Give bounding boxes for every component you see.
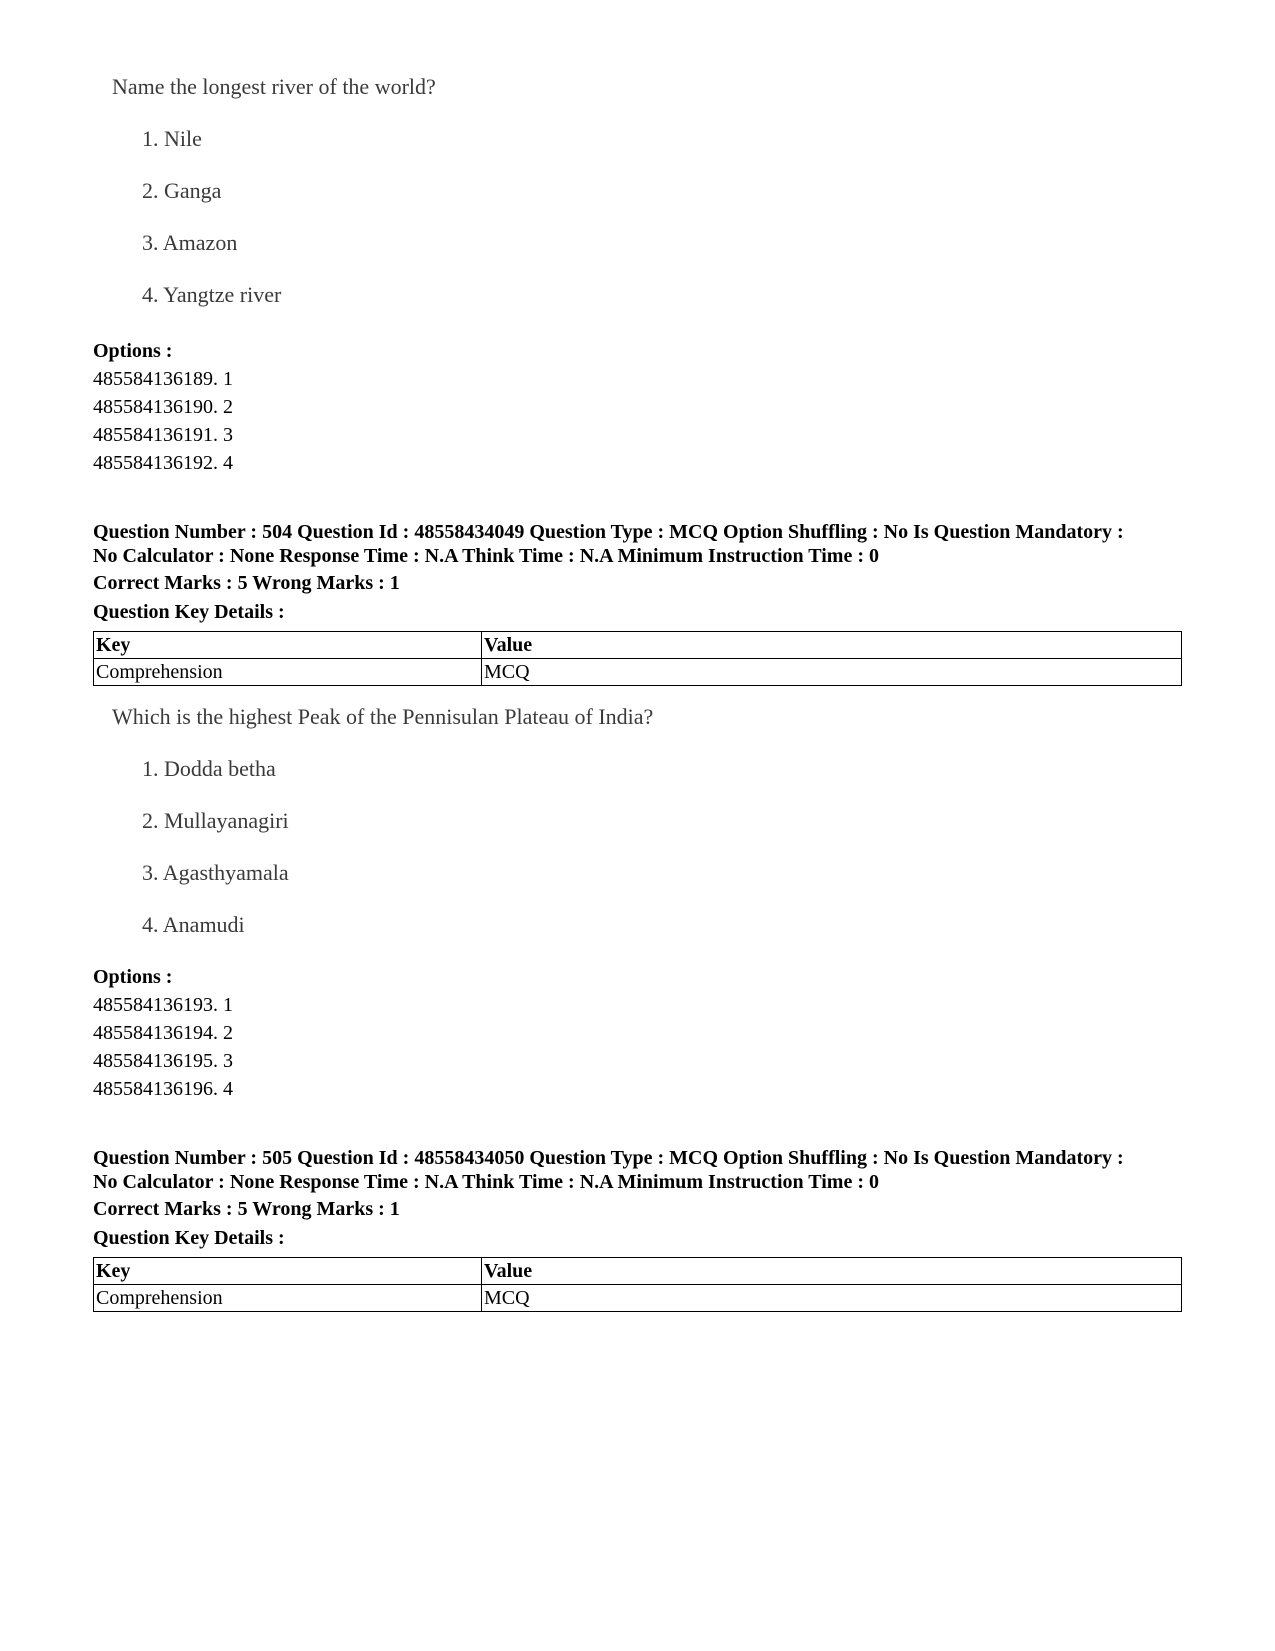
question-option: 3. Amazon <box>142 230 238 255</box>
table-header-value: Value <box>482 632 1182 659</box>
question-option: 3. Agasthyamala <box>142 860 289 885</box>
option-id-line: 485584136194. 2 <box>93 1022 233 1044</box>
option-id-line: 485584136190. 2 <box>93 396 233 418</box>
option-id-line: 485584136191. 3 <box>93 424 233 446</box>
table-cell-key: Comprehension <box>94 1285 482 1312</box>
metadata-line: Question Number : 504 Question Id : 48558434049 Question Type : MCQ Option Shuffling : No Is Question Mandatory : <box>93 521 1124 543</box>
question-option: 1. Nile <box>142 126 202 151</box>
table-cell-key: Comprehension <box>94 659 482 686</box>
option-id-line: 485584136192. 4 <box>93 452 233 474</box>
marks-line: Correct Marks : 5 Wrong Marks : 1 <box>93 572 400 594</box>
table-header-value: Value <box>482 1258 1182 1285</box>
question-metadata <box>93 1146 1203 1194</box>
question-option: 2. Mullayanagiri <box>142 808 289 833</box>
option-id-line: 485584136193. 1 <box>93 994 233 1016</box>
metadata-line: No Calculator : None Response Time : N.A Think Time : N.A Minimum Instruction Time : 0 <box>93 1171 879 1193</box>
option-id-line: 485584136189. 1 <box>93 368 233 390</box>
question-option: 2. Ganga <box>142 178 222 203</box>
key-details-label: Question Key Details : <box>93 1227 285 1249</box>
key-details-table <box>93 631 1182 686</box>
key-details-label: Question Key Details : <box>93 601 285 623</box>
marks-line: Correct Marks : 5 Wrong Marks : 1 <box>93 1198 400 1220</box>
key-details-table <box>93 1257 1182 1312</box>
table-row <box>94 1285 1182 1312</box>
table-header-key: Key <box>94 632 482 659</box>
table-cell-value: MCQ <box>482 1285 1182 1312</box>
metadata-line: No Calculator : None Response Time : N.A Think Time : N.A Minimum Instruction Time : 0 <box>93 545 879 567</box>
table-header-row <box>94 632 1182 659</box>
question-option: 4. Yangtze river <box>142 282 282 307</box>
question-metadata <box>93 520 1203 568</box>
question-text: Which is the highest Peak of the Pennisulan Plateau of India? <box>112 704 654 729</box>
options-label: Options : <box>93 340 173 362</box>
question-option: 4. Anamudi <box>142 912 245 937</box>
table-header-key: Key <box>94 1258 482 1285</box>
table-header-row <box>94 1258 1182 1285</box>
option-id-line: 485584136196. 4 <box>93 1078 233 1100</box>
option-id-line: 485584136195. 3 <box>93 1050 233 1072</box>
table-row <box>94 659 1182 686</box>
question-option: 1. Dodda betha <box>142 756 276 781</box>
metadata-line: Question Number : 505 Question Id : 48558434050 Question Type : MCQ Option Shuffling : No Is Question Mandatory : <box>93 1147 1124 1169</box>
table-cell-value: MCQ <box>482 659 1182 686</box>
options-label: Options : <box>93 966 173 988</box>
question-text: Name the longest river of the world? <box>112 74 436 99</box>
